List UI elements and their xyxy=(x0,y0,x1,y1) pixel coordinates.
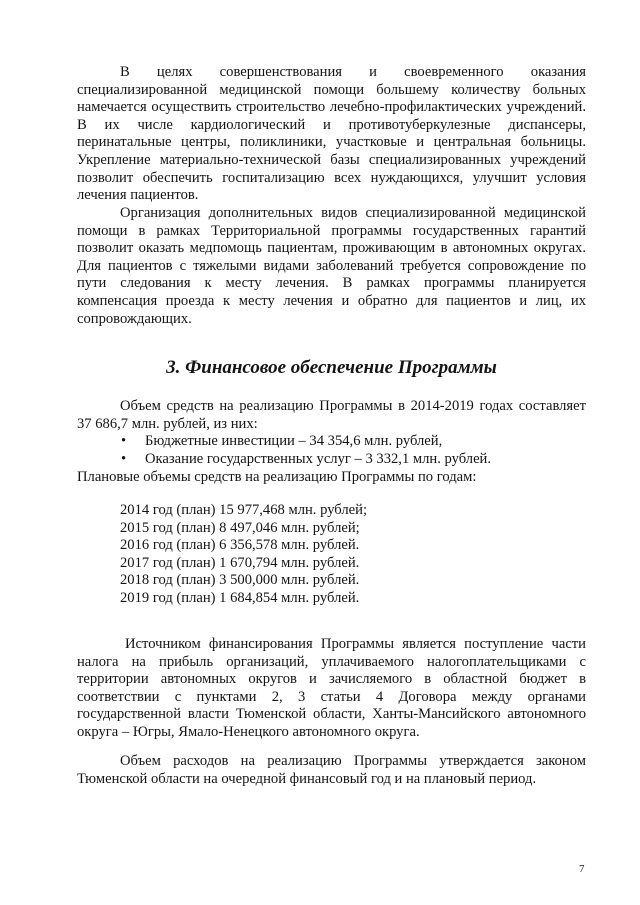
list-item-text: Бюджетные инвестиции – 34 354,6 млн. рублей, xyxy=(145,433,443,449)
list-item: 2015 год (план) 8 497,046 млн. рублей; xyxy=(120,519,360,536)
list-item: 2017 год (план) 1 670,794 млн. рублей. xyxy=(120,554,360,571)
paragraph-specialized-care: Организация дополнительных видов специализированной медицинской помощи в рамках Территориальной программы государственных гарантий позволит оказать медпомощь пациентам, проживающим в автономных округах. Для пациентов с тяжелыми видами заболеваний требуется сопровождение по пути следования к месту лечения. В рамках программы планируется компенсация проезда к месту лечения и обратно для пациентов и лиц, их сопровождающих. xyxy=(77,205,586,327)
yearly-plan-list xyxy=(120,502,367,608)
section-heading: 3. Финансовое обеспечение Программы xyxy=(166,357,497,378)
list-item: 2018 год (план) 3 500,000 млн. рублей. xyxy=(120,572,360,589)
list-item xyxy=(77,451,586,469)
list-item-text: Оказание государственных услуг – 3 332,1 млн. рублей. xyxy=(145,450,492,467)
paragraph-planned-intro: Плановые объемы средств на реализацию Программы по годам: xyxy=(77,469,477,485)
list-item: 2014 год (план) 15 977,468 млн. рублей; xyxy=(120,502,367,518)
page-number: 7 xyxy=(579,863,585,875)
list-item: 2016 год (план) 6 356,578 млн. рублей. xyxy=(120,537,360,554)
list-item xyxy=(77,433,586,451)
paragraph-medical-facilities: В целях совершенствования и своевременного оказания специализированной медицинской помощи большему количеству больных намечается осуществить строительство лечебно-профилактических учреждений. В их числе кардиологический и противотуберкулезные диспансеры, перинатальные центры, поликлиники, участковые и центральная больницы. Укрепление материально-технической базы специализированных учреждений позволит обеспечить госпитализацию всех нуждающихся, улучшит условия лечения пациентов. xyxy=(77,64,586,204)
paragraph-funding-source: Источником финансирования Программы является поступление части налога на прибыль организаций, уплачиваемого налогоплательщиками с территории автономных округов и зачисляемого в областной бюджет в соответствии с пунктами 2, 3 статьи 4 Договора между органами государственной власти Тюменской области, Ханты-Мансийского автономного округа – Югры, Ямало-Ненецкого автономного округа. xyxy=(77,636,586,740)
bullet-icon: • xyxy=(121,433,127,449)
bullet-icon: • xyxy=(121,450,127,467)
list-item: 2019 год (план) 1 684,854 млн. рублей. xyxy=(120,589,360,606)
paragraph-expenditure-law: Объем расходов на реализацию Программы утверждается законом Тюменской области на очередной финансовый год и на плановый период. xyxy=(77,753,586,787)
funding-breakdown-list xyxy=(77,433,586,468)
paragraph-funding-total: Объем средств на реализацию Программы в 2014-2019 годах составляет 37 686,7 млн. рублей, из них: xyxy=(77,398,586,432)
